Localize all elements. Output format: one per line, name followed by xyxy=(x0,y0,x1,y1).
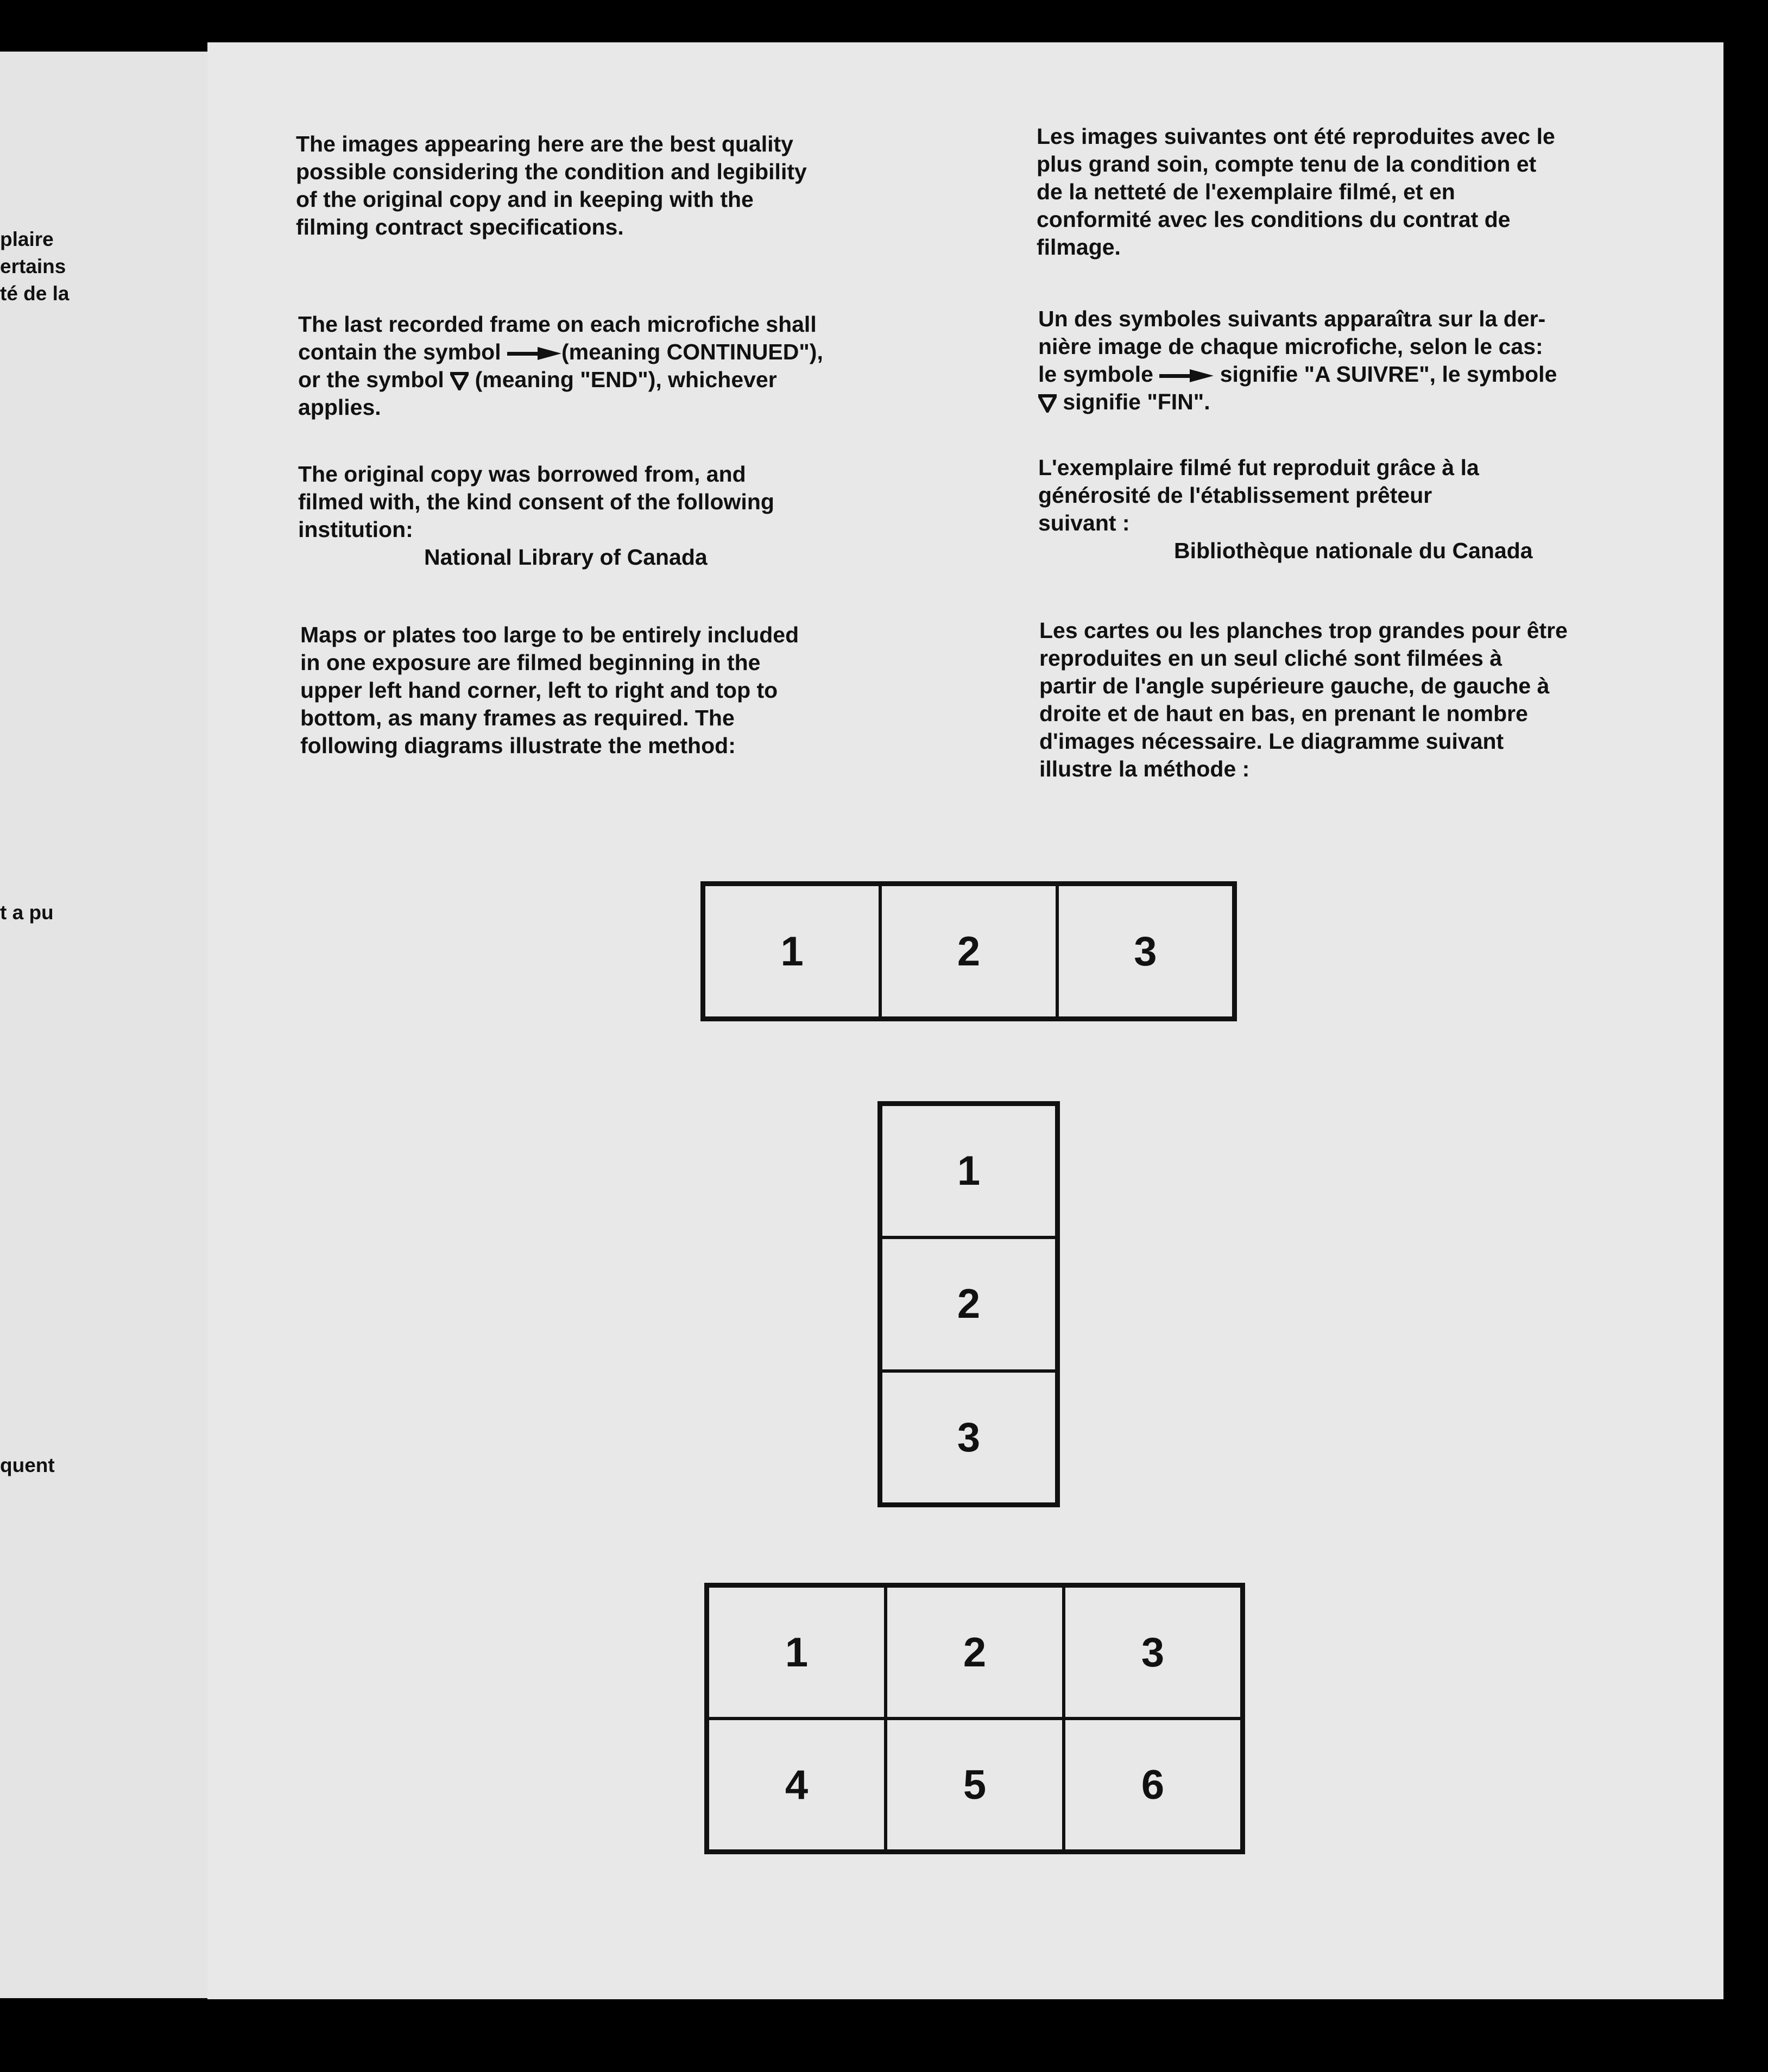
french-symbol-paragraph xyxy=(1038,305,1557,416)
frame-cell: 1 xyxy=(881,1104,1057,1237)
left-page-fragment: té de la xyxy=(0,282,70,305)
text-line: conformité avec les conditions du contrat de xyxy=(1037,207,1511,232)
institution-name: Bibliothèque nationale du Canada xyxy=(1174,538,1533,563)
text-line: The images appearing here are the best quality xyxy=(296,131,793,156)
frame-cell: 2 xyxy=(881,1237,1057,1370)
text-line: droite et de haut en bas, en prenant le nombre xyxy=(1039,701,1528,726)
text-line xyxy=(298,366,823,394)
left-page-fragment: plaire xyxy=(0,228,54,250)
frame-cell: 4 xyxy=(708,1719,886,1851)
french-method-paragraph xyxy=(1039,617,1568,783)
text-line: in one exposure are filmed beginning in the xyxy=(300,650,761,675)
diagram-vertical xyxy=(877,1101,1060,1507)
institution-name: National Library of Canada xyxy=(424,545,708,570)
text-line xyxy=(1038,388,1557,416)
english-method-paragraph xyxy=(300,621,799,760)
text-fragment: contain the symbol xyxy=(298,339,501,364)
frame-cell: 6 xyxy=(1064,1719,1242,1851)
text-line: de la netteté de l'exemplaire filmé, et en xyxy=(1037,179,1455,204)
left-page-fragment: t a pu xyxy=(0,901,54,924)
text-line: The last recorded frame on each microfiche shall xyxy=(298,312,817,337)
text-line: filmage. xyxy=(1037,235,1121,260)
text-line: The original copy was borrowed from, and xyxy=(298,462,746,487)
left-page-fragment: quent xyxy=(0,1454,55,1476)
frame-cell: 2 xyxy=(886,1586,1064,1719)
frame-cell: 3 xyxy=(881,1371,1057,1504)
text-line xyxy=(1038,361,1557,388)
frame-cell: 1 xyxy=(704,885,880,1018)
text-line: générosité de l'établissement prêteur xyxy=(1038,483,1432,508)
text-line: Maps or plates too large to be entirely included xyxy=(300,622,799,647)
text-line: nière image de chaque microfiche, selon le cas: xyxy=(1038,334,1543,359)
english-quality-paragraph xyxy=(296,130,807,241)
inverted-triangle-icon xyxy=(1038,394,1057,413)
frame-cell: 3 xyxy=(1057,885,1234,1018)
text-fragment: or the symbol xyxy=(298,367,444,392)
text-line: illustre la méthode : xyxy=(1039,756,1250,781)
text-line: Les cartes ou les planches trop grandes pour être xyxy=(1039,618,1568,643)
english-symbol-paragraph xyxy=(298,311,823,421)
text-line: partir de l'angle supérieure gauche, de gauche à xyxy=(1039,673,1550,698)
text-line: d'images nécessaire. Le diagramme suivant xyxy=(1039,729,1504,754)
frame-cell: 1 xyxy=(708,1586,886,1719)
text-line: filming contract specifications. xyxy=(296,214,624,239)
text-line: filmed with, the kind consent of the following xyxy=(298,489,774,514)
text-line: Un des symboles suivants apparaîtra sur la der- xyxy=(1038,306,1546,331)
text-line: applies. xyxy=(298,395,381,420)
text-line: reproduites en un seul cliché sont filmées à xyxy=(1039,646,1502,671)
text-fragment: signifie "A SUIVRE", le symbole xyxy=(1220,362,1557,387)
text-line: upper left hand corner, left to right and top to xyxy=(300,678,778,703)
text-line: suivant : xyxy=(1038,510,1130,535)
inverted-triangle-icon xyxy=(450,372,469,390)
diagram-grid xyxy=(704,1583,1245,1854)
main-page xyxy=(207,42,1723,1999)
french-institution-paragraph xyxy=(1038,454,1533,565)
diagram-horizontal xyxy=(700,881,1237,1021)
arrow-right-icon xyxy=(507,347,561,360)
text-line: L'exemplaire filmé fut reproduit grâce à la xyxy=(1038,455,1479,480)
text-fragment: (meaning CONTINUED"), xyxy=(561,339,823,364)
text-fragment: (meaning "END"), whichever xyxy=(475,367,777,392)
text-fragment: le symbole xyxy=(1038,362,1153,387)
text-fragment: signifie "FIN". xyxy=(1063,389,1210,414)
text-line: plus grand soin, compte tenu de la condition et xyxy=(1037,151,1537,176)
english-institution-paragraph xyxy=(298,460,774,571)
text-line: bottom, as many frames as required. The xyxy=(300,705,735,730)
arrow-right-icon xyxy=(1159,369,1214,382)
text-line: institution: xyxy=(298,517,413,542)
french-quality-paragraph xyxy=(1037,123,1555,261)
left-page-fragment: ertains xyxy=(0,255,66,277)
text-line: Les images suivantes ont été reproduites avec le xyxy=(1037,124,1555,149)
text-line: following diagrams illustrate the method: xyxy=(300,733,736,758)
text-line: of the original copy and in keeping with the xyxy=(296,187,754,212)
frame-cell: 2 xyxy=(880,885,1057,1018)
text-line: possible considering the condition and legibility xyxy=(296,159,807,184)
left-page xyxy=(0,52,228,1998)
frame-cell: 5 xyxy=(886,1719,1064,1851)
text-line xyxy=(298,338,823,366)
frame-cell: 3 xyxy=(1064,1586,1242,1719)
